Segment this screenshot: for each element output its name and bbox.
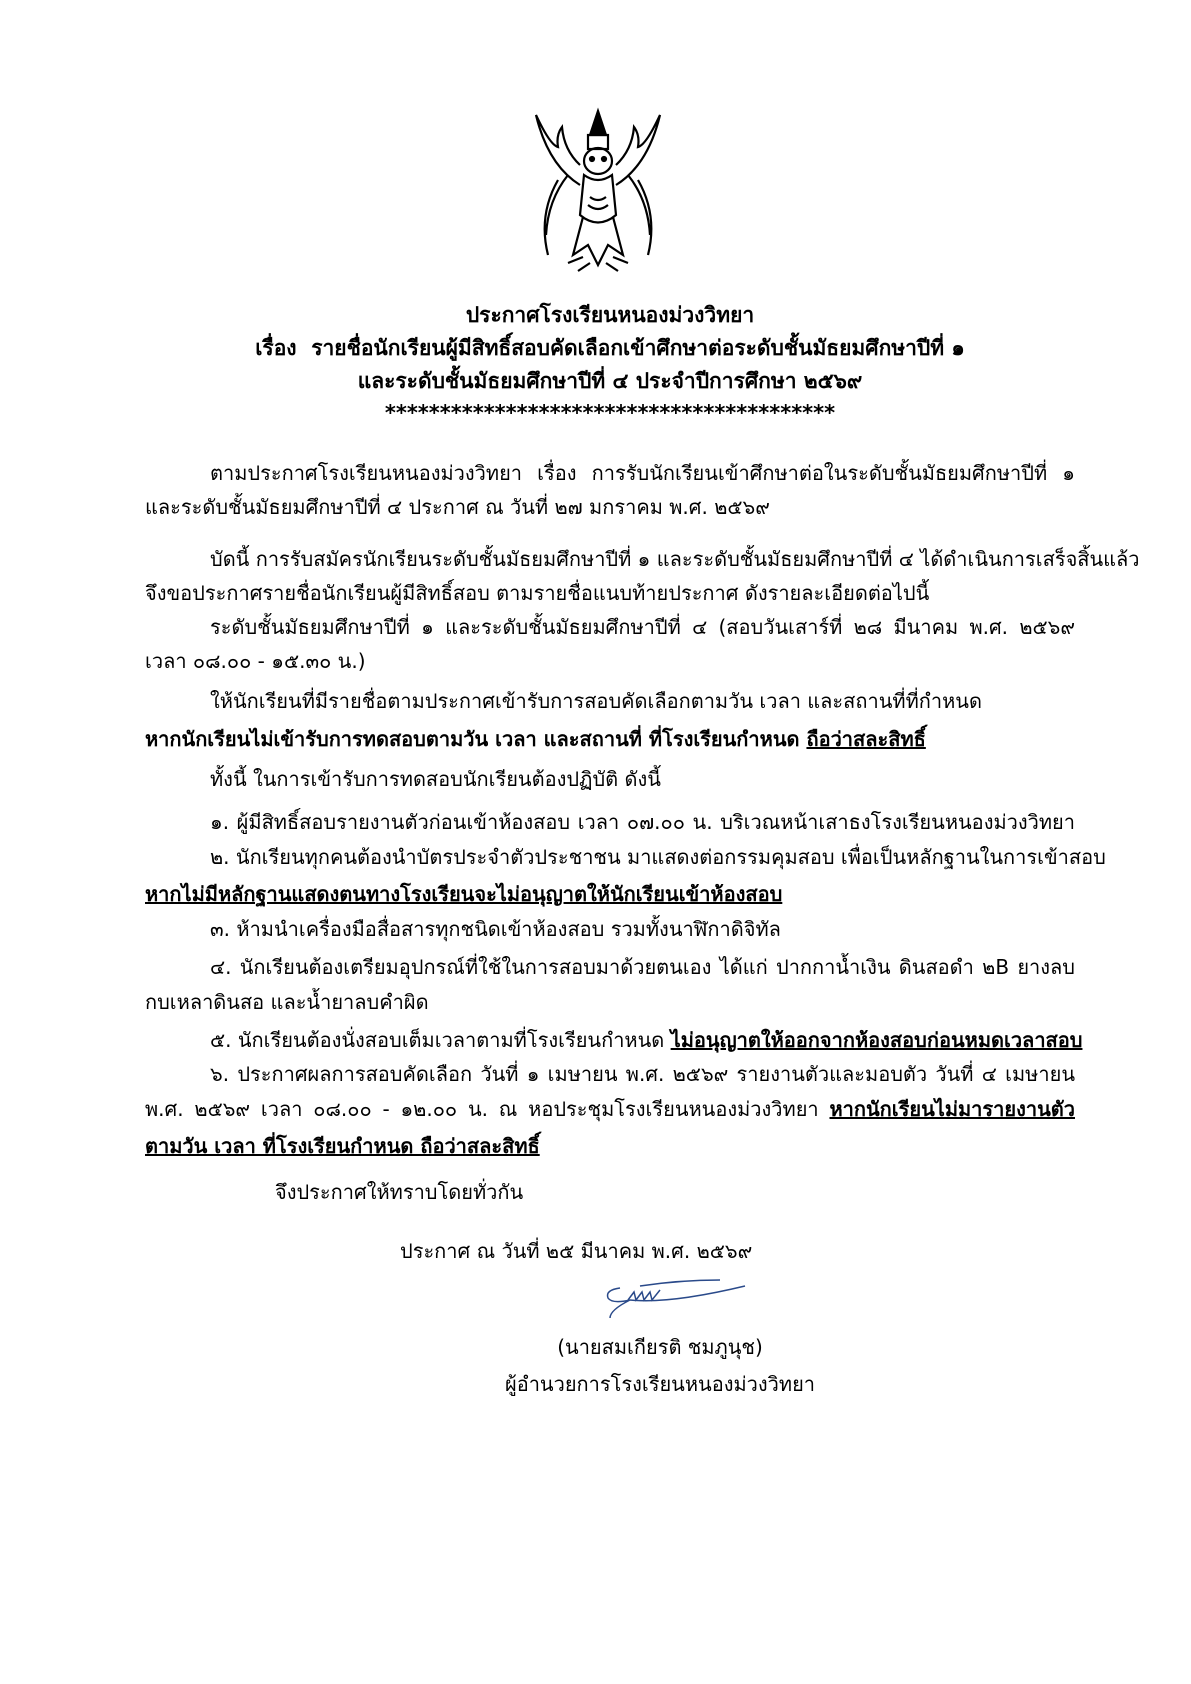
- paragraph-1-line-2: และระดับชั้นมัธยมศึกษาปีที่ ๔ ประกาศ ณ วันที่ ๒๗ มกราคม พ.ศ. ๒๕๖๙: [145, 495, 770, 519]
- rule-item-5-warning: ไม่อนุญาตให้ออกจากห้องสอบก่อนหมดเวลาสอบ: [670, 1028, 1083, 1052]
- subject-line-1: [145, 333, 1075, 363]
- forfeit-text: ถือว่าสละสิทธิ์: [806, 727, 926, 751]
- rule-item-3: ๓. ห้ามนำเครื่องมือสื่อสารทุกชนิดเข้าห้องสอบ รวมทั้งนาฬิกาดิจิทัล: [210, 917, 781, 941]
- rule-item-6-line-2: [145, 1094, 1075, 1124]
- subject-label: เรื่อง: [255, 336, 297, 360]
- paragraph-2-line-2: จึงขอประกาศรายชื่อนักเรียนผู้มีสิทธิ์สอบ ตามรายชื่อแนบท้ายประกาศ ดังรายละเอียดต่อไปนี้: [145, 581, 930, 605]
- signer-name: (นายสมเกียรติ ชมภูนุช): [557, 1335, 763, 1359]
- announcement-title: ประกาศโรงเรียนหนองม่วงวิทยา: [465, 303, 755, 327]
- subject-text: รายชื่อนักเรียนผู้มีสิทธิ์สอบคัดเลือกเข้าศึกษาต่อระดับชั้นมัธยมศึกษาปีที่ ๑: [311, 336, 965, 360]
- subject-line-2: และระดับชั้นมัธยมศึกษาปีที่ ๔ ประจำปีการศึกษา ๒๕๖๙: [357, 369, 863, 393]
- paragraph-4-line-2: [145, 724, 1075, 754]
- rule-item-4-line-1: ๔. นักเรียนต้องเตรียมอุปกรณ์ที่ใช้ในการสอบมาด้วยตนเอง ได้แก่ ปากกาน้ำเงิน ดินสอดำ ๒B ยางลบ: [210, 955, 1075, 979]
- rule-item-6-warning: หากนักเรียนไม่มารายงานตัว: [829, 1097, 1075, 1121]
- paragraph-2-line-1: บัดนี้ การรับสมัครนักเรียนระดับชั้นมัธยมศึกษาปีที่ ๑ และระดับชั้นมัธยมศึกษาปีที่ ๔ ได้ดำเนินการเสร็จสิ้นแล้ว: [210, 547, 1140, 571]
- rule-item-6-text: พ.ศ. ๒๕๖๙ เวลา ๐๘.๐๐ - ๑๒.๐๐ น. ณ หอประชุมโรงเรียนหนองม่วงวิทยา: [145, 1097, 819, 1121]
- garuda-emblem: [528, 105, 668, 277]
- paragraph-1-line-1: ตามประกาศโรงเรียนหนองม่วงวิทยา เรื่อง การรับนักเรียนเข้าศึกษาต่อในระดับชั้นมัธยมศึกษาปีที่ ๑: [210, 461, 1075, 485]
- rule-item-2-line-2: หากไม่มีหลักฐานแสดงตนทางโรงเรียนจะไม่อนุญาตให้นักเรียนเข้าห้องสอบ: [145, 882, 783, 906]
- closing-statement: จึงประกาศให้ทราบโดยทั่วกัน: [275, 1180, 524, 1204]
- rule-item-1: ๑. ผู้มีสิทธิ์สอบรายงานตัวก่อนเข้าห้องสอบ เวลา ๐๗.๐๐ น. บริเวณหน้าเสาธงโรงเรียนหนองม่วงวิทยา: [210, 810, 1075, 834]
- signer-title: ผู้อำนวยการโรงเรียนหนองม่วงวิทยา: [504, 1372, 816, 1396]
- rule-item-5-text: ๕. นักเรียนต้องนั่งสอบเต็มเวลาตามที่โรงเรียนกำหนด: [210, 1028, 665, 1052]
- rule-item-5: [145, 1025, 1083, 1055]
- warning-text: หากนักเรียนไม่เข้ารับการทดสอบตามวัน เวลา และสถานที่ ที่โรงเรียนกำหนด: [145, 727, 800, 751]
- paragraph-3-line-1: ระดับชั้นมัธยมศึกษาปีที่ ๑ และระดับชั้นมัธยมศึกษาปีที่ ๔ (สอบวันเสาร์ที่ ๒๘ มีนาคม พ.ศ. ๒๕๖๙: [210, 615, 1075, 639]
- rule-item-2-line-1: ๒. นักเรียนทุกคนต้องนำบัตรประจำตัวประชาชน มาแสดงต่อกรรมคุมสอบ เพื่อเป็นหลักฐานในการเข้าสอบ: [210, 845, 1106, 869]
- paragraph-3-line-2: เวลา ๐๘.๐๐ - ๑๕.๓๐ น.): [145, 649, 366, 673]
- paragraph-4-line-1: ให้นักเรียนที่มีรายชื่อตามประกาศเข้ารับการสอบคัดเลือกตามวัน เวลา และสถานที่ที่กำหนด: [210, 689, 982, 713]
- rule-item-6-line-1: ๖. ประกาศผลการสอบคัดเลือก วันที่ ๑ เมษายน พ.ศ. ๒๕๖๙ รายงานตัวและมอบตัว วันที่ ๔ เมษายน: [210, 1062, 1075, 1086]
- rule-item-4-line-2: กบเหลาดินสอ และน้ำยาลบคำผิด: [145, 990, 429, 1014]
- announcement-date: ประกาศ ณ วันที่ ๒๕ มีนาคม พ.ศ. ๒๕๖๙: [400, 1239, 753, 1263]
- handwritten-signature: [600, 1278, 750, 1324]
- paragraph-5: ทั้งนี้ ในการเข้ารับการทดสอบนักเรียนต้องปฏิบัติ ดังนี้: [210, 767, 661, 791]
- rule-item-6-line-3: ตามวัน เวลา ที่โรงเรียนกำหนด ถือว่าสละสิทธิ์: [145, 1134, 540, 1158]
- separator: *****************************************: [384, 401, 836, 425]
